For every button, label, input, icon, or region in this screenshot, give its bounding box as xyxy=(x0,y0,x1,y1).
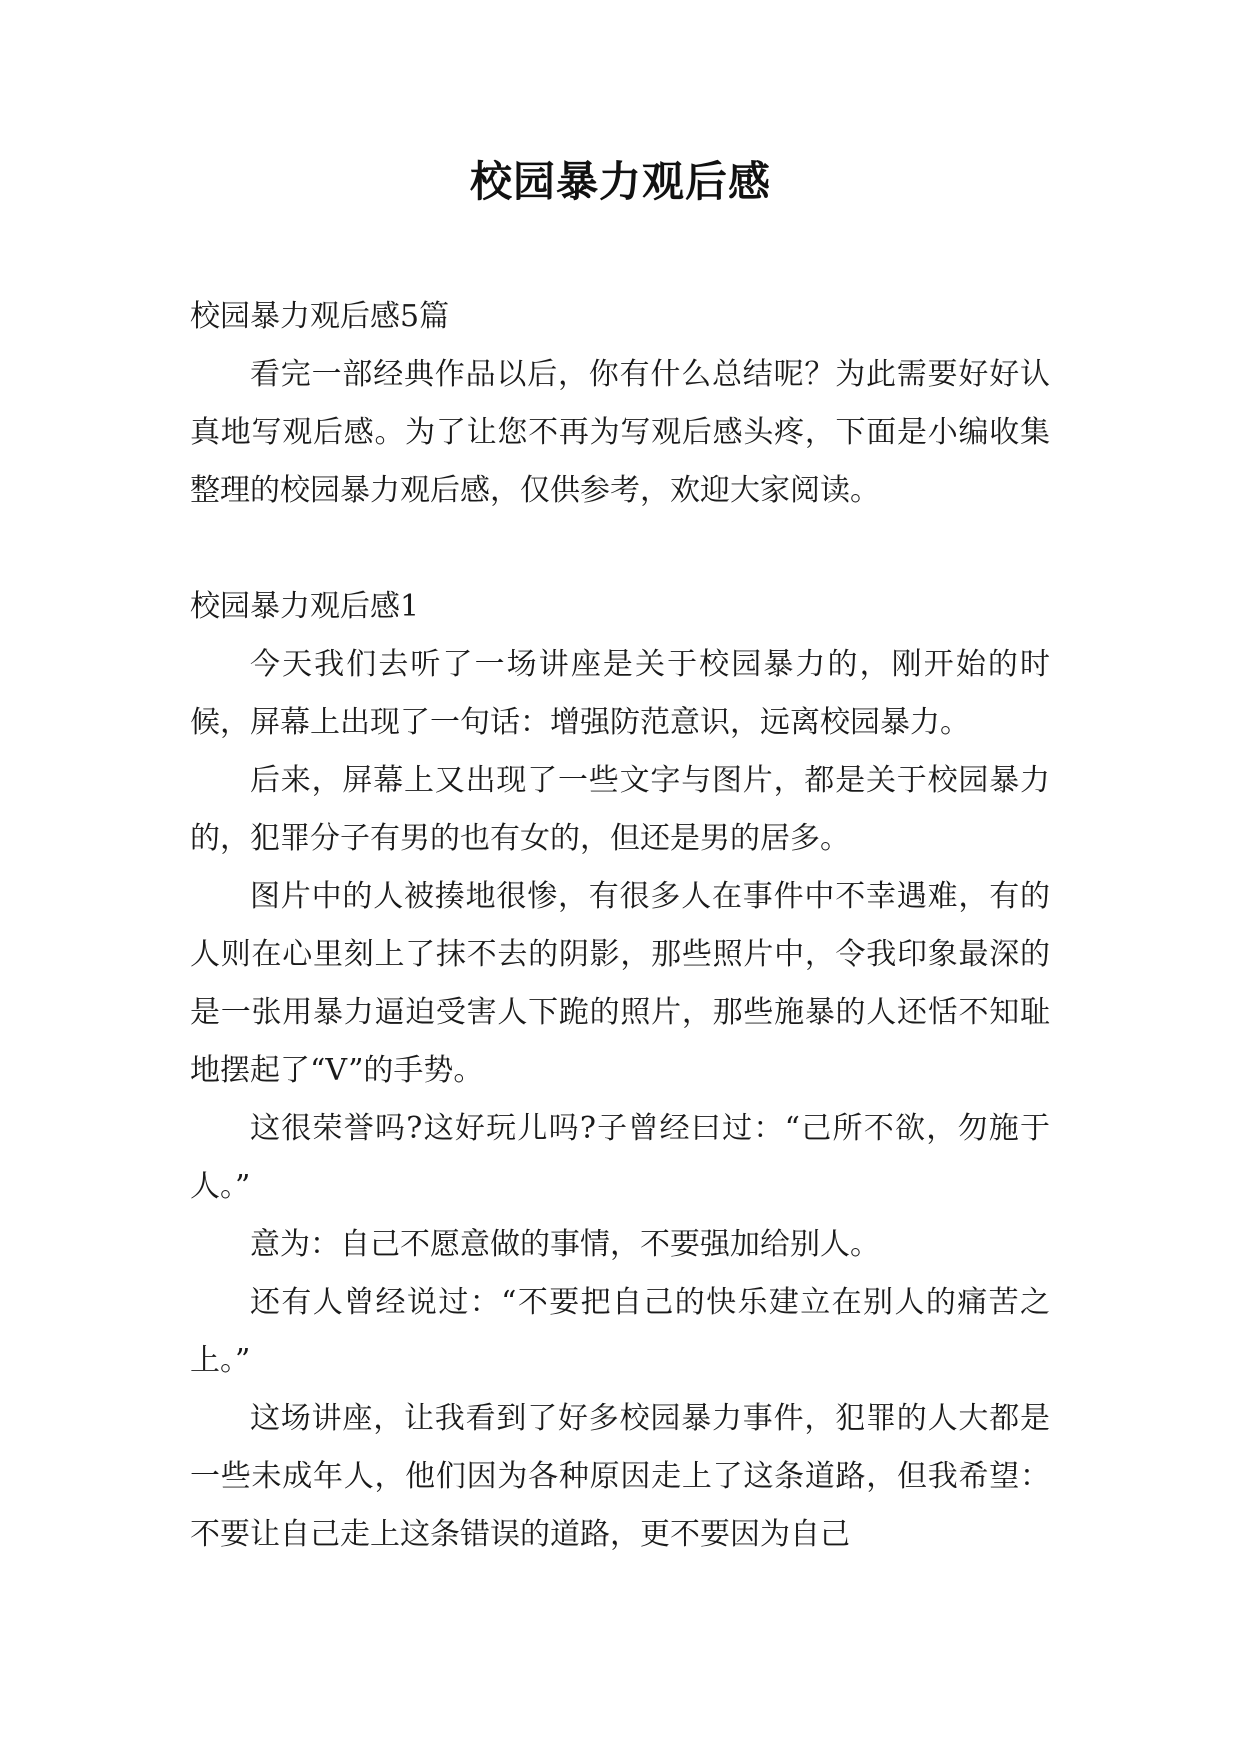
intro-paragraph: 看完一部经典作品以后，你有什么总结呢？为此需要好好认真地写观后感。为了让您不再为写观后感头疼，下面是小编收集整理的校园暴力观后感，仅供参考，欢迎大家阅读。 xyxy=(190,357,1050,508)
section-spacer xyxy=(190,520,1050,578)
paragraph: 这很荣誉吗?这好玩儿吗?子曾经曰过：“己所不欲，勿施于人。” xyxy=(190,1111,1050,1204)
section-heading: 校园暴力观后感1 xyxy=(190,589,420,624)
paragraph: 后来，屏幕上又出现了一些文字与图片，都是关于校园暴力的，犯罪分子有男的也有女的，但还是男的居多。 xyxy=(190,763,1050,856)
paragraph: 还有人曾经说过：“不要把自己的快乐建立在别人的痛苦之上。” xyxy=(190,1285,1050,1378)
paragraph: 图片中的人被揍地很惨，有很多人在事件中不幸遇难，有的人则在心里刻上了抹不去的阴影，那些照片中，令我印象最深的是一张用暴力逼迫受害人下跪的照片，那些施暴的人还恬不知耻地摆起了“V”的手势。 xyxy=(190,879,1050,1088)
paragraph: 今天我们去听了一场讲座是关于校园暴力的，刚开始的时候，屏幕上出现了一句话：增强防范意识，远离校园暴力。 xyxy=(190,647,1050,740)
subtitle: 校园暴力观后感5篇 xyxy=(190,299,450,334)
document-body xyxy=(190,288,1050,1564)
paragraph: 意为：自己不愿意做的事情，不要强加给别人。 xyxy=(250,1227,880,1262)
paragraph: 这场讲座，让我看到了好多校园暴力事件，犯罪的人大都是一些未成年人，他们因为各种原因走上了这条道路，但我希望：不要让自己走上这条错误的道路，更不要因为自己 xyxy=(190,1401,1050,1552)
document-title: 校园暴力观后感 xyxy=(469,157,771,206)
